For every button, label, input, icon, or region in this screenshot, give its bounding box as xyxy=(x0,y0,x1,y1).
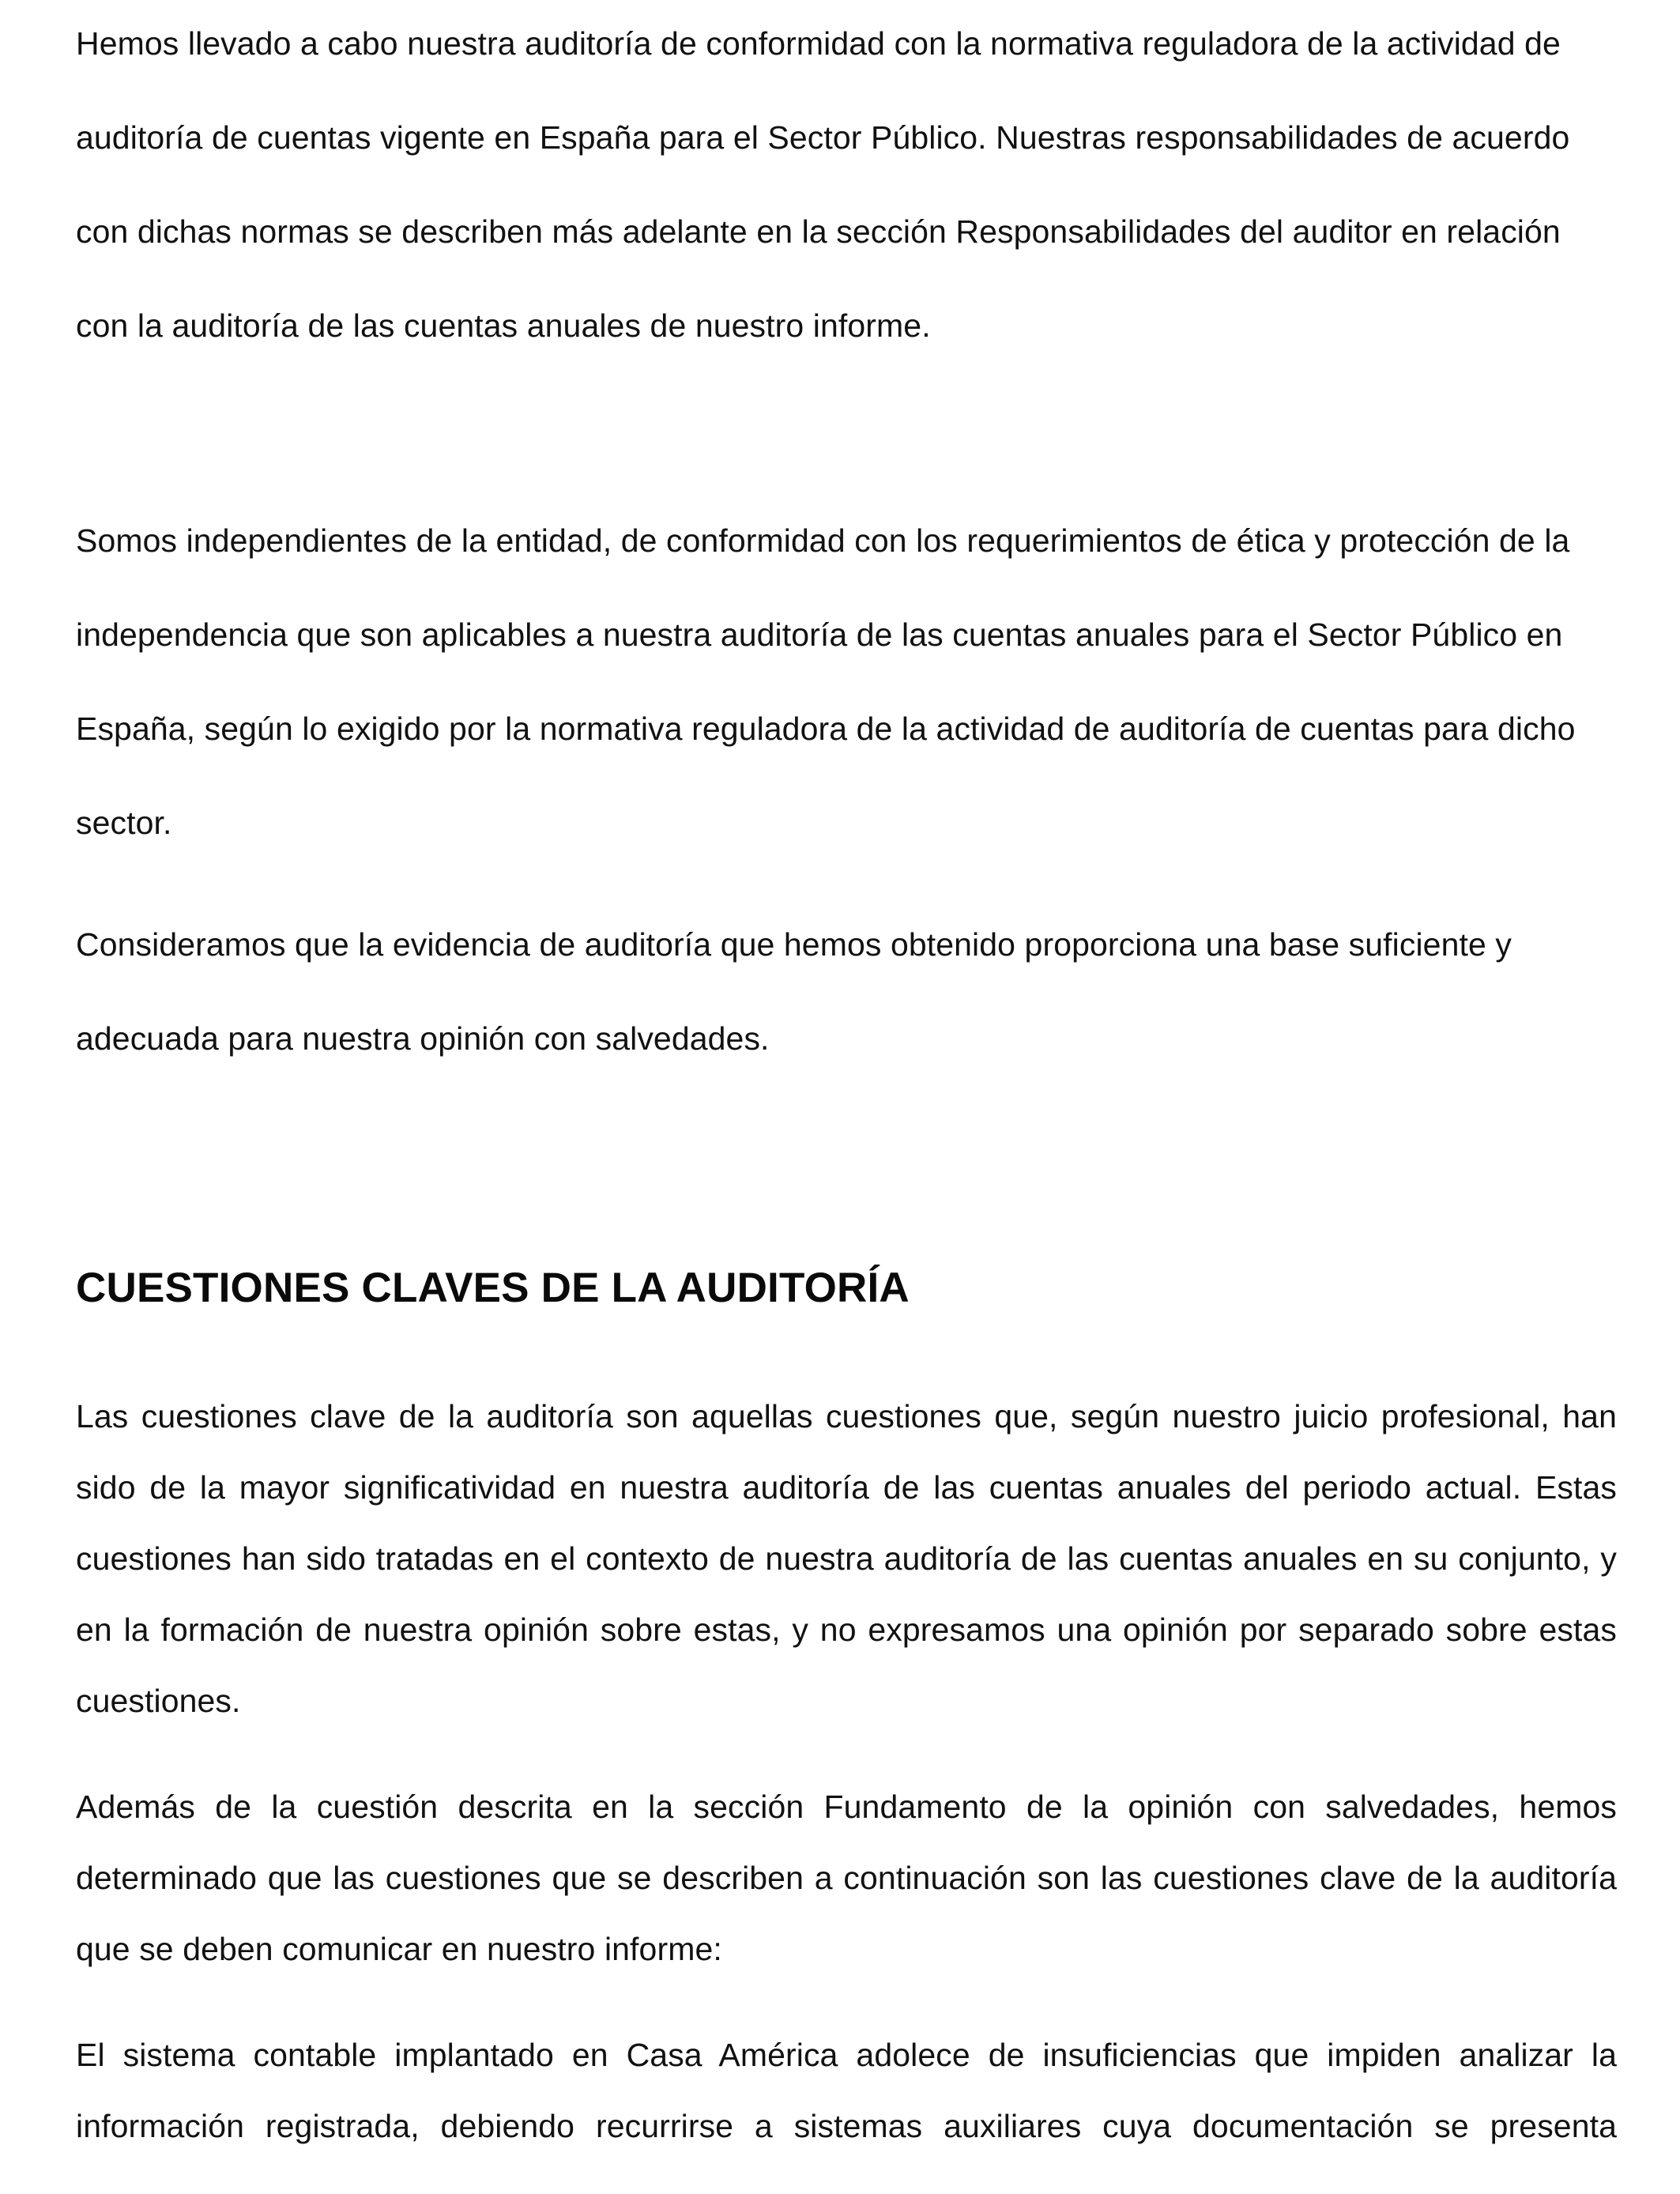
section-heading-key-audit-matters: CUESTIONES CLAVES DE LA AUDITORÍA xyxy=(76,1265,910,1311)
paragraph-key-matters-definition: Las cuestiones clave de la auditoría son aquellas cuestiones que, según nuestro juicio profesional, han sido de la mayor significatividad en nuestra auditoría de las cuentas anuales del periodo actual. Estas cuestiones han sido tratadas en el contexto de nuestra auditoría de las cuentas anuales en su conjunto, y en la formación de nuestra opinión sobre estas, y no expresamos una opinión por separado sobre estas cuestiones. xyxy=(76,1398,1617,1719)
paragraph-accounting-system: El sistema contable implantado en Casa América adolece de insuficiencias que impiden analizar la información registrada, debiendo recurrirse a sistemas auxiliares cuya documentación se presenta xyxy=(76,2037,1617,2144)
paragraph-audit-standards: Hemos llevado a cabo nuestra auditoría de conformidad con la normativa reguladora de la actividad de auditoría de cuentas vigente en España para el Sector Público. Nuestras responsabilidades de acuerdo con dichas normas se describen más adelante en la sección Responsabilidades del auditor en relación con la auditoría de las cuentas anuales de nuestro informe. xyxy=(76,25,1570,344)
paragraph-evidence: Consideramos que la evidencia de auditoría que hemos obtenido proporciona una base suficiente y adecuada para nuestra opinión con salvedades. xyxy=(76,926,1512,1057)
paragraph-independence: Somos independientes de la entidad, de conformidad con los requerimientos de ética y protección de la independencia que son aplicables a nuestra auditoría de las cuentas anuales para el Sector Público en España, según lo exigido por la normativa reguladora de la actividad de auditoría de cuentas para dicho sector. xyxy=(76,522,1576,841)
paragraph-key-matters-determined: Además de la cuestión descrita en la sección Fundamento de la opinión con salvedades, hemos determinado que las cuestiones que se describen a continuación son las cuestiones clave de la auditoría que se deben comunicar en nuestro informe: xyxy=(76,1789,1617,1967)
